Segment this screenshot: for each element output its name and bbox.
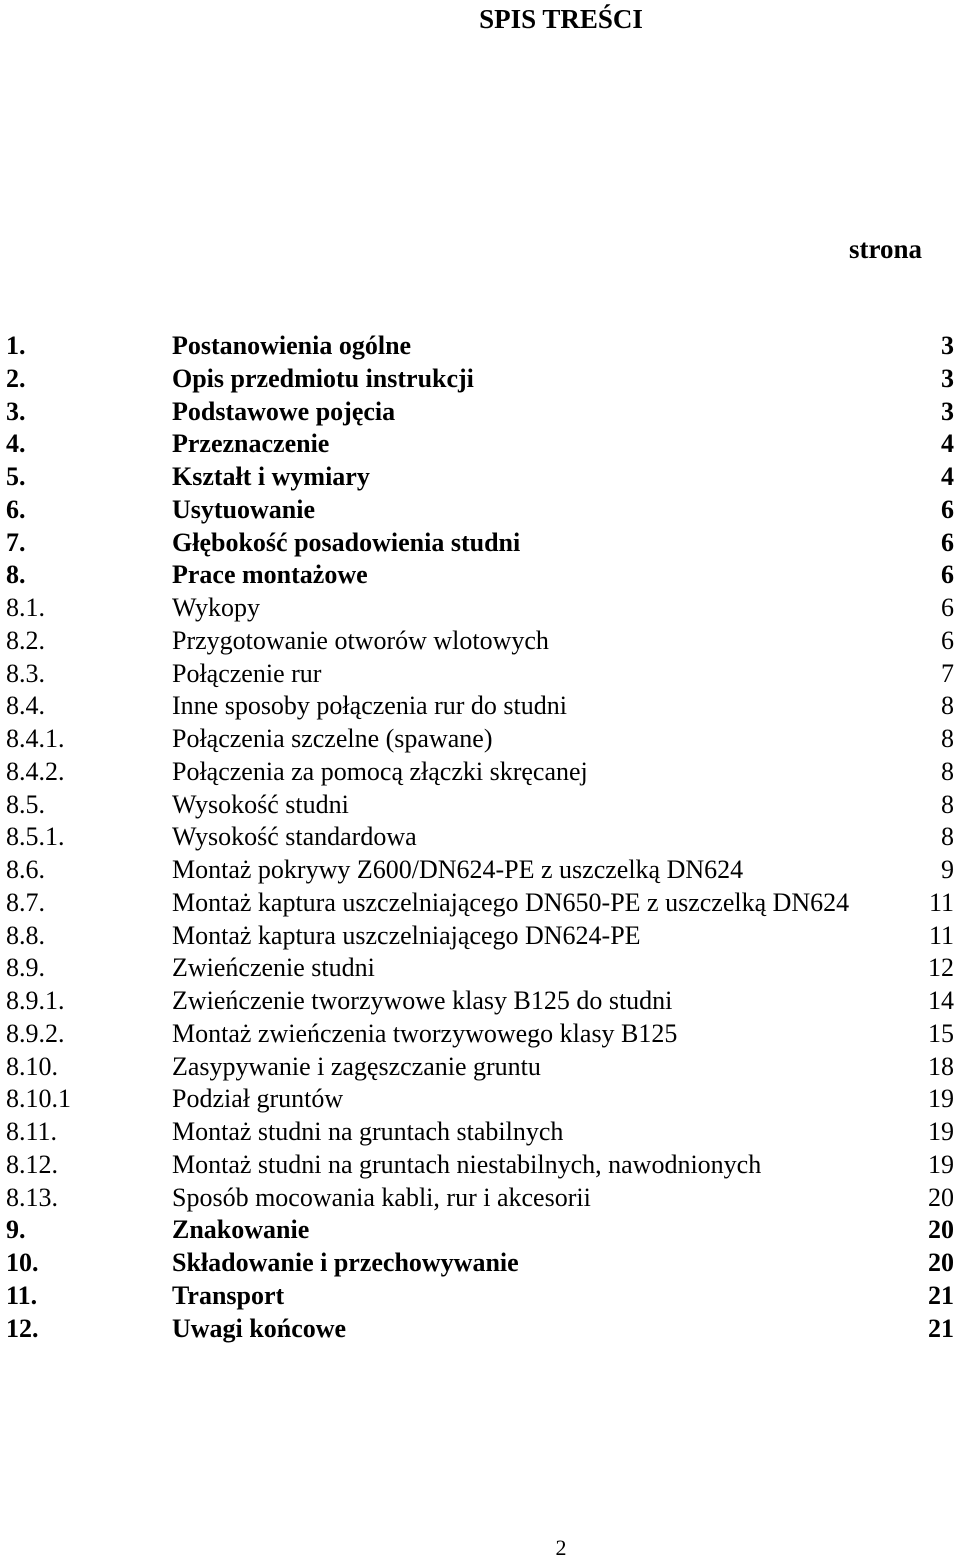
toc-entry-title: Zwieńczenie studni bbox=[172, 953, 375, 983]
toc-entry-title: Montaż studni na gruntach niestabilnych, nawodnionych bbox=[172, 1149, 762, 1179]
toc-entry[interactable] bbox=[0, 690, 960, 723]
toc-entry-page: 20 bbox=[928, 1248, 954, 1277]
toc-entry[interactable] bbox=[0, 527, 960, 560]
toc-entry-title: Połączenia za pomocą złączki skręcanej bbox=[172, 756, 588, 786]
toc-entry-page: 4 bbox=[941, 462, 954, 491]
toc-entry-title: Inne sposoby połączenia rur do studni bbox=[172, 691, 567, 721]
toc-entry-page: 12 bbox=[928, 953, 954, 983]
toc-entry-title: Wykopy bbox=[172, 593, 260, 622]
toc-entry-title: Wysokość standardowa bbox=[172, 822, 417, 852]
toc-entry-number: 2. bbox=[6, 363, 26, 393]
toc-entry[interactable] bbox=[0, 330, 960, 363]
toc-entry-number: 4. bbox=[6, 429, 26, 459]
toc-entry-page: 20 bbox=[928, 1215, 954, 1245]
toc-entry-page: 3 bbox=[941, 331, 954, 360]
toc-entry-title: Głębokość posadowienia studni bbox=[172, 527, 521, 557]
toc-entry-title: Składowanie i przechowywanie bbox=[172, 1248, 519, 1277]
toc-entry[interactable] bbox=[0, 952, 960, 985]
toc-entry-title: Podział gruntów bbox=[172, 1084, 344, 1114]
toc-entry-title: Postanowienia ogólne bbox=[172, 331, 412, 360]
toc-entry-number: 10. bbox=[6, 1248, 39, 1277]
toc-entry-number: 8.6. bbox=[6, 855, 45, 884]
toc-entry-number: 8. bbox=[6, 560, 26, 590]
toc-entry-title: Przygotowanie otworów wlotowych bbox=[172, 625, 549, 655]
toc-entry-title: Uwagi końcowe bbox=[172, 1313, 347, 1343]
toc-entry[interactable] bbox=[0, 625, 960, 658]
toc-entry-number: 8.12. bbox=[6, 1149, 58, 1179]
toc-entry-page: 8 bbox=[941, 724, 954, 753]
toc-entry-number: 8.5.1. bbox=[6, 822, 65, 852]
page-column-header: strona bbox=[848, 234, 922, 264]
toc-entry-number: 12. bbox=[6, 1313, 39, 1343]
toc-entry-page: 20 bbox=[928, 1182, 954, 1212]
toc-entry[interactable] bbox=[0, 1116, 960, 1149]
toc-entry-number: 6. bbox=[6, 494, 26, 524]
toc-entry-number: 9. bbox=[6, 1215, 26, 1245]
toc-entry-number: 8.8. bbox=[6, 920, 45, 950]
toc-entry-page: 6 bbox=[941, 625, 954, 655]
toc-entry-page: 8 bbox=[941, 822, 954, 852]
toc-entry[interactable] bbox=[0, 658, 960, 691]
toc-entry-number: 8.10.1 bbox=[6, 1084, 71, 1114]
toc-entry[interactable] bbox=[0, 1247, 960, 1280]
toc-entry-number: 1. bbox=[6, 331, 26, 360]
toc-entry-number: 11. bbox=[6, 1280, 38, 1310]
toc-entry[interactable] bbox=[0, 592, 960, 625]
toc-entry[interactable] bbox=[0, 1313, 960, 1346]
toc-entry-page: 8 bbox=[941, 691, 954, 721]
toc-entry-title: Przeznaczenie bbox=[172, 429, 330, 459]
toc-entry-page: 3 bbox=[941, 363, 954, 393]
toc-entry-number: 8.9. bbox=[6, 953, 45, 983]
toc-entry-title: Połączenie rur bbox=[172, 658, 322, 688]
toc-entry-number: 7. bbox=[6, 527, 26, 557]
toc-entry[interactable] bbox=[0, 461, 960, 494]
toc-entry[interactable] bbox=[0, 1051, 960, 1084]
toc-entry[interactable] bbox=[0, 559, 960, 592]
toc-entry-title: Sposób mocowania kabli, rur i akcesorii bbox=[172, 1182, 591, 1212]
toc-entry[interactable] bbox=[0, 854, 960, 887]
toc-entry-title: Wysokość studni bbox=[172, 789, 349, 819]
toc-entry-page: 9 bbox=[941, 855, 954, 884]
toc-entry-title: Usytuowanie bbox=[172, 494, 316, 524]
toc-entry-title: Zasypywanie i zagęszczanie gruntu bbox=[172, 1051, 541, 1081]
toc-entry-title: Montaż zwieńczenia tworzywowego klasy B125 bbox=[172, 1018, 678, 1048]
toc-entry[interactable] bbox=[0, 1083, 960, 1116]
toc-entry-page: 4 bbox=[941, 429, 954, 459]
toc-entry-page: 21 bbox=[928, 1280, 954, 1310]
toc-entry-number: 8.7. bbox=[6, 887, 45, 917]
toc-entry-number: 8.9.1. bbox=[6, 986, 65, 1015]
toc-entry[interactable] bbox=[0, 920, 960, 953]
toc-entry[interactable] bbox=[0, 1149, 960, 1182]
toc-entry-number: 3. bbox=[6, 396, 26, 426]
toc-entry-number: 8.13. bbox=[6, 1182, 58, 1212]
toc-entry-title: Połączenia szczelne (spawane) bbox=[172, 724, 493, 753]
toc-entry[interactable] bbox=[0, 887, 960, 920]
toc-entry-page: 6 bbox=[941, 527, 954, 557]
toc-entry-title: Montaż kaptura uszczelniającego DN650-PE z uszczelką DN624 bbox=[172, 887, 850, 917]
toc-entry-number: 8.1. bbox=[6, 593, 45, 622]
toc-entry-page: 18 bbox=[928, 1051, 954, 1081]
toc-entry[interactable] bbox=[0, 1182, 960, 1215]
toc-entry-title: Montaż pokrywy Z600/DN624-PE z uszczelką DN624 bbox=[172, 855, 744, 884]
toc-entry[interactable] bbox=[0, 821, 960, 854]
toc-entry-page: 6 bbox=[941, 560, 954, 590]
toc-entry-title: Zwieńczenie tworzywowe klasy B125 do studni bbox=[172, 986, 673, 1015]
toc-entry[interactable] bbox=[0, 396, 960, 429]
toc-entry-page: 7 bbox=[941, 658, 954, 688]
toc-entry-page: 15 bbox=[928, 1018, 954, 1048]
toc-entry-number: 8.9.2. bbox=[6, 1018, 65, 1048]
toc-entry-number: 8.2. bbox=[6, 625, 45, 655]
toc-entry-page: 11 bbox=[928, 920, 954, 950]
toc-entry[interactable] bbox=[0, 756, 960, 789]
toc-entry[interactable] bbox=[0, 1018, 960, 1051]
toc-entry[interactable] bbox=[0, 494, 960, 527]
toc-entry-page: 6 bbox=[941, 494, 954, 524]
toc-entry-page: 8 bbox=[941, 789, 954, 819]
toc-entry-title: Opis przedmiotu instrukcji bbox=[172, 363, 474, 393]
toc-entry[interactable] bbox=[0, 1280, 960, 1313]
toc-entry-title: Montaż kaptura uszczelniającego DN624-PE bbox=[172, 920, 641, 950]
page-number: 2 bbox=[555, 1535, 567, 1560]
toc-entry-title: Kształt i wymiary bbox=[172, 462, 370, 491]
toc-entry-number: 8.4.2. bbox=[6, 756, 65, 786]
toc-entry-number: 8.11. bbox=[6, 1117, 58, 1146]
toc-entry-page: 11 bbox=[928, 887, 954, 917]
toc-entry[interactable] bbox=[0, 363, 960, 396]
document-title: SPIS TREŚCI bbox=[479, 4, 643, 34]
toc-entry-number: 8.5. bbox=[6, 789, 45, 819]
toc-entry-page: 21 bbox=[928, 1313, 954, 1343]
toc-entry[interactable] bbox=[0, 428, 960, 461]
toc-entry-page: 14 bbox=[928, 986, 954, 1015]
toc-entry-number: 8.4. bbox=[6, 691, 45, 721]
toc-entry-title: Transport bbox=[172, 1280, 285, 1310]
toc-entry[interactable] bbox=[0, 723, 960, 756]
toc-entry-title: Prace montażowe bbox=[172, 560, 368, 590]
toc-entry-page: 19 bbox=[928, 1149, 954, 1179]
toc-entry-page: 3 bbox=[941, 396, 954, 426]
toc-entry-title: Podstawowe pojęcia bbox=[172, 396, 396, 426]
toc-entry-page: 19 bbox=[928, 1117, 954, 1146]
toc-entry-number: 8.4.1. bbox=[6, 724, 65, 753]
toc-entry-page: 19 bbox=[928, 1084, 954, 1114]
toc-entry-number: 8.3. bbox=[6, 658, 45, 688]
toc-entry-page: 6 bbox=[941, 593, 954, 622]
toc-entry-number: 5. bbox=[6, 462, 26, 491]
toc-entry[interactable] bbox=[0, 985, 960, 1018]
toc-entry[interactable] bbox=[0, 789, 960, 822]
toc-entry-title: Montaż studni na gruntach stabilnych bbox=[172, 1117, 564, 1146]
table-of-contents bbox=[0, 330, 960, 1345]
toc-entry-title: Znakowanie bbox=[172, 1215, 310, 1245]
toc-entry-page: 8 bbox=[941, 756, 954, 786]
toc-entry-number: 8.10. bbox=[6, 1051, 58, 1081]
toc-entry[interactable] bbox=[0, 1214, 960, 1247]
